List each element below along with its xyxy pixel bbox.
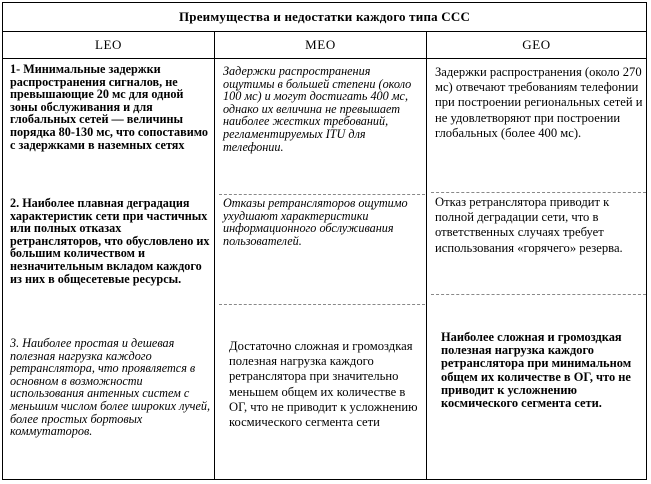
column-header-geo: GEO [427,32,646,59]
geo-failures: Отказ ретранслятора приводит к полной деградации сети, что в ответственных случаях требует использования «горячего» резерва. [431,195,646,295]
comparison-table [2,2,647,480]
geo-payload: Наиболее сложная и громоздкая полезная нагрузка каждого ретранслятора при минимальном общем их количестве в ОГ, что не приводит к усложнению космического сегмента сети. [441,330,632,411]
meo-delays: Задержки распространения ощутимы в большей степени (около 100 мс) и могут достигать 400 мс, однако их величина не превышает наиболее жестких требований, регламентируемых ITU для телефонии. [219,65,425,195]
leo-advantage-delays: 1- Минимальные задержки распространения сигналов, не превышающие 20 мс для одной зоны обслуживания и для глобальных сетей — величины порядка 80-130 мс, что сопоставимо с задержками в наземных сетях [10,62,208,152]
meo-payload: Достаточно сложная и громоздкая полезная нагрузка каждого ретранслятора при значительно меньшем общем их количестве в ОГ, что не приводит к усложнению космического сегмента сети [229,339,418,430]
column-divider [426,32,427,479]
leo-advantage-payload: 3. Наиболее простая и дешевая полезная нагрузка каждого ретранслятора, что проявляется в основном в возможности использования антенных систем с меньшим числом более широких лучей, более простых бортовых коммутаторов. [10,336,211,439]
table-title: Преимущества и недостатки каждого типа ССС [3,3,646,32]
column-header-leo: LEO [3,32,214,59]
meo-failures: Отказы ретрансляторов ощутимо ухудшают характеристики информационного обслуживания пользователей. [219,197,425,305]
column-divider [214,32,215,479]
column-header-meo: MEO [215,32,426,59]
geo-delays: Задержки распространения (около 270 мс) отвечают требованиям телефонии при построении региональных сетей и не удовлетворяют при построении глобальных (более 400 мс). [431,65,646,193]
leo-advantage-degradation: 2. Наиболее плавная деградация характеристик сети при частичных или полных отказах ретрансляторов, что обусловлено их большим количеством и незначительным вкладом каждого из них в общесетевые ресурсы. [10,196,210,286]
